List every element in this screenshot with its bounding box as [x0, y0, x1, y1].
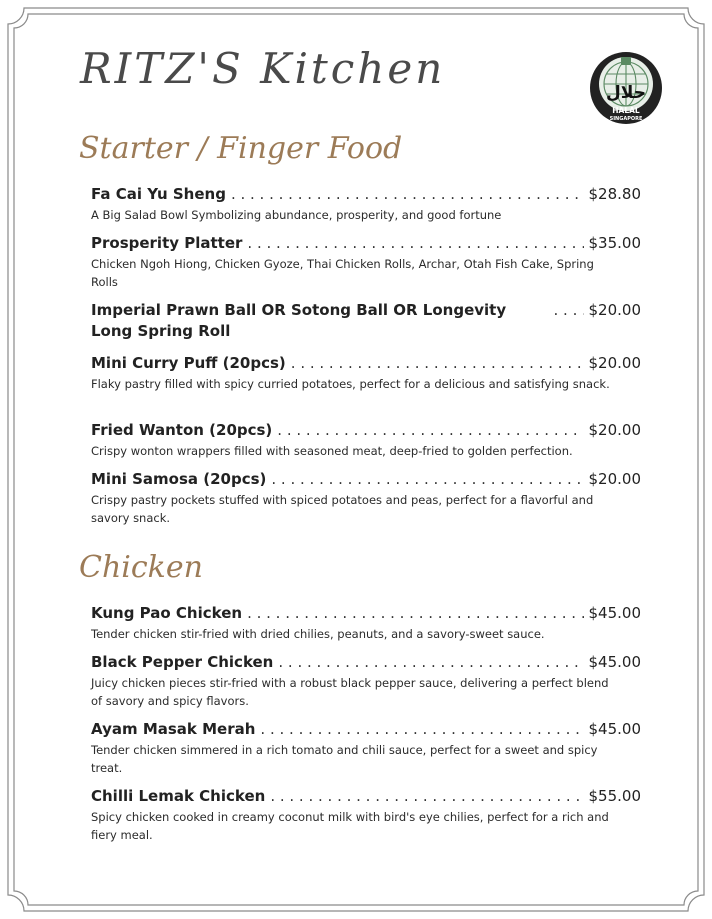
menu-item	[91, 353, 641, 393]
badge-bottom-text: SINGAPORE	[609, 116, 643, 122]
badge-top-text: HALAL	[612, 106, 640, 115]
item-description: Crispy pastry pockets stuffed with spiced potatoes and peas, perfect for a flavorful and savory snack.	[91, 493, 594, 525]
item-name: Prosperity Platter	[91, 234, 243, 252]
item-name: Imperial Prawn Ball OR Sotong Ball OR Longevity Long Spring Roll	[91, 301, 507, 340]
item-name: Black Pepper Chicken	[91, 653, 274, 671]
item-name: Mini Curry Puff (20pcs)	[91, 354, 286, 372]
item-price: $45.00	[588, 653, 641, 671]
item-description: Crispy wonton wrappers filled with seasoned meat, deep-fried to golden perfection.	[91, 444, 573, 458]
item-price: $35.00	[588, 234, 641, 252]
menu-item	[91, 603, 641, 643]
item-description: A Big Salad Bowl Symbolizing abundance, prosperity, and good fortune	[91, 208, 502, 222]
dot-leader	[271, 469, 583, 490]
item-description: Flaky pastry filled with spicy curried potatoes, perfect for a delicious and satisfying snack.	[91, 377, 610, 391]
dot-leader	[270, 786, 583, 807]
section-title-chicken: Chicken	[79, 550, 203, 585]
menu-item	[91, 652, 641, 710]
dot-leader	[247, 233, 583, 254]
item-description: Tender chicken simmered in a rich tomato and chili sauce, perfect for a sweet and spicy treat.	[91, 743, 598, 775]
menu-item	[91, 469, 641, 527]
item-price: $28.80	[588, 185, 641, 203]
dot-leader	[554, 300, 584, 321]
item-name: Chilli Lemak Chicken	[91, 787, 266, 805]
menu-item	[91, 719, 641, 777]
item-price: $45.00	[588, 720, 641, 738]
item-description: Juicy chicken pieces stir-fried with a robust black pepper sauce, delivering a perfect blend of savory and spicy flavors.	[91, 676, 609, 708]
halal-logo-icon	[588, 50, 664, 126]
menu-item	[91, 786, 641, 844]
dot-leader	[277, 420, 583, 441]
item-name: Mini Samosa (20pcs)	[91, 470, 267, 488]
dot-leader	[247, 603, 583, 624]
item-price: $55.00	[588, 787, 641, 805]
item-description: Spicy chicken cooked in creamy coconut milk with bird's eye chilies, perfect for a rich and fiery meal.	[91, 810, 609, 842]
item-price: $20.00	[588, 354, 641, 372]
badge-script: حلال	[606, 83, 646, 103]
item-price: $45.00	[588, 604, 641, 622]
dot-leader	[291, 353, 584, 374]
item-price: $20.00	[588, 301, 641, 319]
restaurant-title: RITZ'S Kitchen	[80, 44, 446, 93]
menu-item	[91, 184, 641, 224]
item-price: $20.00	[588, 470, 641, 488]
dot-leader	[260, 719, 583, 740]
section-title-starter: Starter / Finger Food	[79, 131, 403, 166]
item-name: Fa Cai Yu Sheng	[91, 185, 226, 203]
item-price: $20.00	[588, 421, 641, 439]
item-name: Ayam Masak Merah	[91, 720, 256, 738]
menu-item	[91, 300, 641, 342]
item-name: Kung Pao Chicken	[91, 604, 243, 622]
menu-item	[91, 420, 641, 460]
item-description: Tender chicken stir-fried with dried chilies, peanuts, and a savory-sweet sauce.	[91, 627, 545, 641]
menu-item	[91, 233, 641, 291]
dot-leader	[278, 652, 583, 673]
item-name: Fried Wanton (20pcs)	[91, 421, 273, 439]
dot-leader	[231, 184, 584, 205]
item-description: Chicken Ngoh Hiong, Chicken Gyoze, Thai Chicken Rolls, Archar, Otah Fish Cake, Spring Rolls	[91, 257, 594, 289]
